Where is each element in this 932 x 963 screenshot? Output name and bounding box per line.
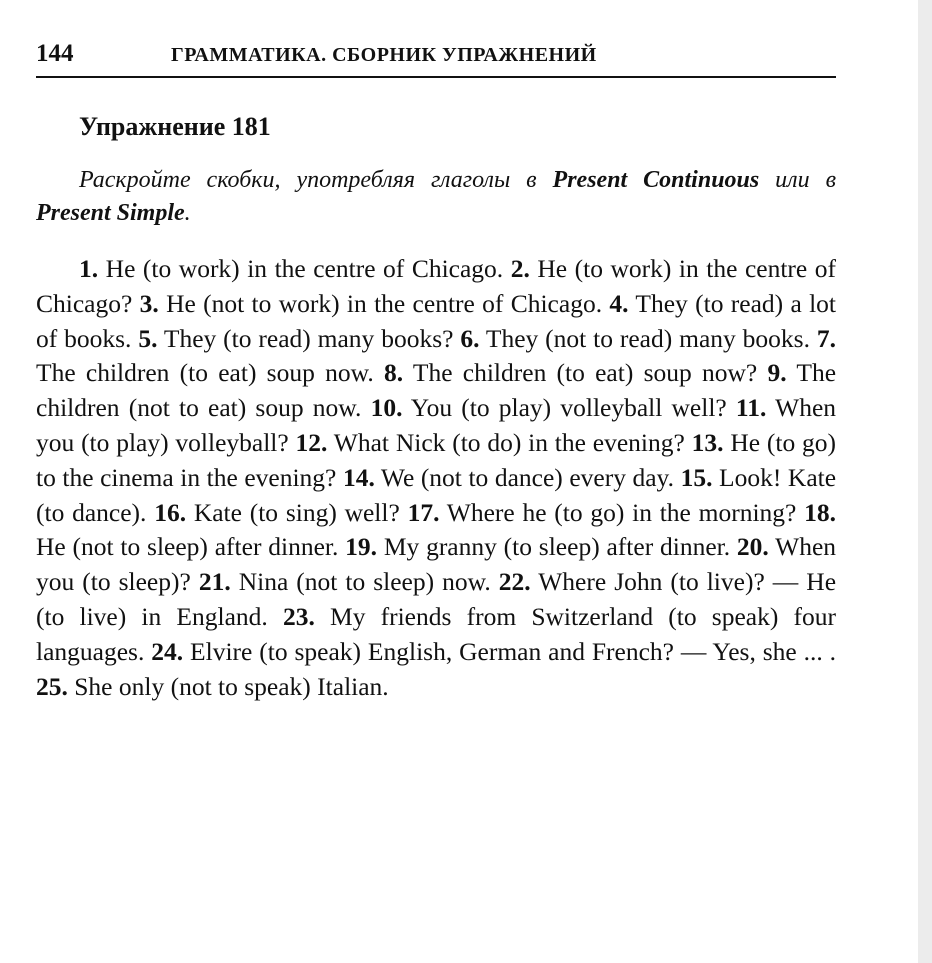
sentence-text: They (to read) many books? [163, 323, 454, 353]
sentence-number: 14. [342, 462, 375, 492]
page-edge-strip [918, 0, 932, 963]
sentence-text: Elvire (to speak) English, German and French? — Yes, she ... . [190, 636, 837, 666]
sentence-number: 22. [498, 567, 531, 597]
sentence-text: Nina (not to sleep) now. [238, 567, 491, 597]
sentence-number: 16. [154, 497, 187, 527]
sentence-text: He (to go) to the cinema in the evening? [36, 427, 837, 492]
instruction-term: Present Continuous [552, 167, 760, 193]
sentence-text: He (not to sleep) after dinner. [36, 532, 339, 562]
sentence-text: What Nick (to do) in the evening? [333, 427, 685, 457]
sentence-text: When you (to play) volleyball? [36, 393, 837, 457]
sentence-text: When you (to sleep)? [36, 532, 837, 597]
exercise-sentences [36, 252, 836, 704]
sentence-text: She only (not to speak) Italian. [74, 671, 389, 701]
sentence-number: 25. [36, 671, 68, 701]
sentence-number: 23. [282, 601, 315, 631]
sentence-text: Look! Kate (to dance). [36, 462, 837, 527]
sentence-number: 15. [680, 462, 713, 492]
sentence-text: Where he (to go) in the morning? [446, 497, 797, 527]
sentence-number: 3. [139, 288, 159, 318]
sentence-number: 11. [735, 393, 767, 423]
sentence-text: They (not to read) many books. [485, 323, 810, 353]
instruction-text: или в [759, 167, 836, 193]
sentence-number: 9. [767, 358, 787, 388]
sentence-number: 19. [345, 532, 378, 562]
running-title: ГРАММАТИКА. СБОРНИК УПРАЖНЕНИЙ [171, 44, 597, 66]
sentence-number: 13. [691, 427, 724, 457]
sentence-text: They (to read) a lot of books. [36, 288, 837, 353]
sentence-number: 12. [295, 427, 328, 457]
book-page [36, 40, 836, 704]
exercise-title: Упражнение 181 [79, 112, 271, 141]
running-head [36, 40, 836, 78]
sentence-text: We (not to dance) every day. [380, 462, 675, 492]
sentence-text: My granny (to sleep) after dinner. [383, 532, 731, 562]
sentence-text: The children (to eat) soup now? [412, 358, 758, 388]
sentence-text: Where John (to live)? — He (to live) in England. [36, 567, 837, 631]
sentence-number: 18. [804, 497, 837, 527]
sentence-number: 8. [383, 358, 404, 388]
sentence-text: He (to work) in the centre of Chicago? [36, 254, 837, 318]
sentence-number: 21. [198, 567, 231, 597]
sentence-number: 2. [510, 254, 530, 283]
page-number: 144 [36, 40, 74, 67]
exercise-instruction [36, 164, 836, 230]
sentence-number: 4. [609, 288, 629, 318]
sentence-text: He (not to work) in the centre of Chicago. [166, 288, 603, 318]
sentence-number: 7. [816, 323, 836, 353]
sentence-text: The children (to eat) soup now. [36, 358, 374, 388]
sentence-number: 6. [460, 323, 480, 353]
sentence-number: 24. [151, 636, 184, 666]
sentence-text: The children (not to eat) soup now. [36, 358, 837, 423]
sentence-number: 1. [79, 254, 99, 283]
sentence-number: 5. [138, 323, 158, 353]
instruction-text: . [184, 200, 191, 226]
sentence-number: 20. [736, 532, 769, 562]
sentence-number: 17. [407, 497, 440, 527]
sentence-text: My friends from Switzerland (to speak) four languages. [36, 601, 837, 666]
sentence-number: 10. [370, 393, 403, 423]
instruction-text: Раскройте скобки, употребляя глаголы в [79, 167, 553, 193]
sentence-text: Kate (to sing) well? [193, 497, 400, 527]
sentence-text: You (to play) volleyball well? [410, 393, 727, 423]
instruction-term: Present Simple [36, 200, 185, 226]
sentence-text: He (to work) in the centre of Chicago. [105, 254, 504, 283]
